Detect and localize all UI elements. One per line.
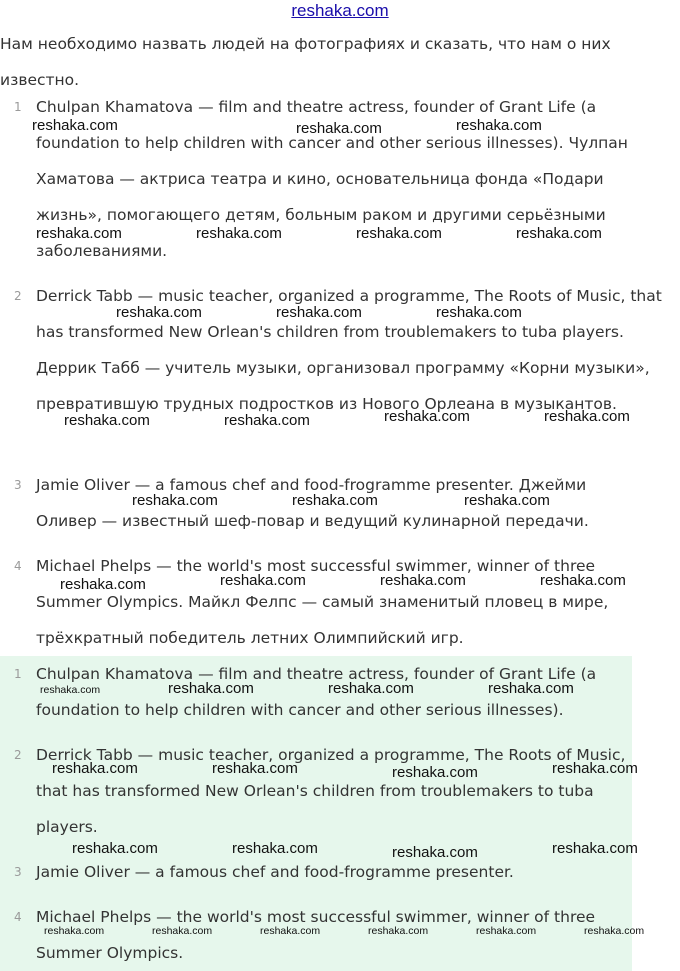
- watermark: reshaka.com: [116, 304, 202, 321]
- watermark: reshaka.com: [292, 492, 378, 509]
- watermark: reshaka.com: [32, 117, 118, 134]
- watermark: reshaka.com: [544, 408, 630, 425]
- list-item: [14, 854, 626, 890]
- list-item: [14, 899, 626, 971]
- watermark: reshaka.com: [368, 925, 429, 937]
- watermark: reshaka.com: [60, 576, 146, 593]
- item-number: 1: [14, 100, 22, 114]
- watermark: reshaka.com: [44, 925, 105, 937]
- watermark: reshaka.com: [64, 412, 150, 429]
- watermark: reshaka.com: [328, 680, 414, 697]
- watermark: reshaka.com: [552, 760, 638, 777]
- item-text: Derrick Tabb — music teacher, organized a programme, The Roots of Music, that has transformed New Orlean's children from troublemakers to tuba players. Деррик Табб — учитель музыки, организовал программу «Корни музыки», превратившую трудных подростков из Нового Орлеана в музыкантов.: [36, 287, 662, 413]
- watermark: reshaka.com: [384, 408, 470, 425]
- watermark: reshaka.com: [224, 412, 310, 429]
- list-item: [14, 278, 662, 422]
- watermark: reshaka.com: [436, 304, 522, 321]
- watermark: reshaka.com: [380, 572, 466, 589]
- watermark: reshaka.com: [72, 840, 158, 857]
- item-text: Chulpan Khamatova — film and theatre actress, founder of Grant Life (a foundation to help children with cancer and other serious illnesses).: [36, 665, 597, 719]
- item-text: Michael Phelps — the world's most successful swimmer, winner of three Summer Olympics.: [36, 908, 596, 962]
- item-text: Jamie Oliver — a famous chef and food-frogramme presenter. Джейми Оливер — известный шеф-повар и ведущий кулинарной передачи.: [36, 476, 589, 530]
- watermark: reshaka.com: [392, 764, 478, 781]
- watermark: reshaka.com: [356, 225, 442, 242]
- watermark: reshaka.com: [260, 925, 321, 937]
- item-number: 2: [14, 289, 22, 303]
- watermark: reshaka.com: [196, 225, 282, 242]
- watermark: reshaka.com: [132, 492, 218, 509]
- item-number: 4: [14, 559, 22, 573]
- watermark: reshaka.com: [584, 925, 645, 937]
- watermark: reshaka.com: [40, 684, 101, 696]
- watermark: reshaka.com: [276, 304, 362, 321]
- watermark: reshaka.com: [488, 680, 574, 697]
- item-number: 4: [14, 910, 22, 924]
- watermark: reshaka.com: [168, 680, 254, 697]
- watermark: reshaka.com: [36, 225, 122, 242]
- watermark: reshaka.com: [212, 760, 298, 777]
- watermark: reshaka.com: [516, 225, 602, 242]
- list-item: [14, 89, 636, 269]
- watermark: reshaka.com: [464, 492, 550, 509]
- item-text: Michael Phelps — the world's most successful swimmer, winner of three Summer Olympics. Майкл Фелпс — самый знаменитый пловец в мире, трёхкратный победитель летних Олимпийский игр.: [36, 557, 609, 647]
- watermark: reshaka.com: [52, 760, 138, 777]
- watermark: reshaka.com: [220, 572, 306, 589]
- list-item: [14, 548, 636, 656]
- watermark: reshaka.com: [392, 844, 478, 861]
- item-number: 3: [14, 865, 22, 879]
- item-text: Chulpan Khamatova — film and theatre actress, founder of Grant Life (a foundation to help children with cancer and other serious illnesses). Чулпан Хаматова — актриса театра и кино, основательница фонда «Подари жизнь», помогающего детям, больным раком и другими серьёзными заболеваниями.: [36, 98, 628, 260]
- item-text: Jamie Oliver — a famous chef and food-frogramme presenter.: [36, 863, 514, 881]
- watermark: reshaka.com: [296, 120, 382, 137]
- watermark: reshaka.com: [232, 840, 318, 857]
- watermark: reshaka.com: [552, 840, 638, 857]
- list-item: [14, 737, 626, 845]
- item-number: 3: [14, 478, 22, 492]
- item-number: 2: [14, 748, 22, 762]
- item-text: Derrick Tabb — music teacher, organized a programme, The Roots of Music, that has transformed New Orlean's children from troublemakers to tuba players.: [36, 746, 626, 836]
- intro-text: Нам необходимо назвать людей на фотографиях и сказать, что нам о них известно.: [0, 35, 611, 89]
- item-number: 1: [14, 667, 22, 681]
- watermark: reshaka.com: [456, 117, 542, 134]
- watermark: reshaka.com: [476, 925, 537, 937]
- watermark: reshaka.com: [540, 572, 626, 589]
- site-link[interactable]: reshaka.com: [291, 1, 389, 20]
- watermark: reshaka.com: [152, 925, 213, 937]
